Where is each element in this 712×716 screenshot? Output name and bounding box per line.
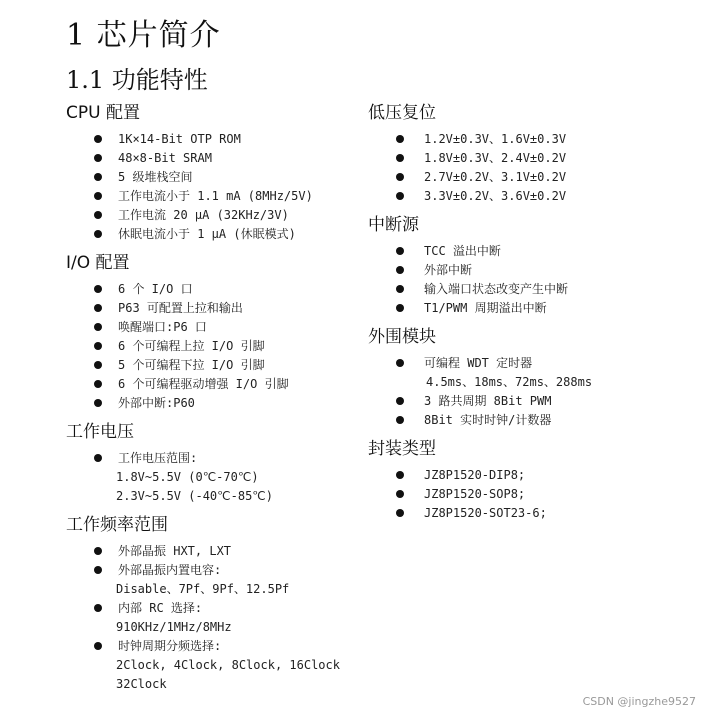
bullet-icon <box>396 285 404 293</box>
bullet-icon <box>94 454 102 462</box>
list-item: 48×8-Bit SRAM <box>66 149 356 168</box>
frequency-list <box>66 599 356 618</box>
list-item: 6 个可编程驱动增强 I/O 引脚 <box>66 375 356 394</box>
peripheral-modules-list <box>368 392 668 430</box>
peripheral-modules-list <box>368 354 668 373</box>
bullet-icon <box>94 361 102 369</box>
clock-divider-text: 32Clock <box>116 677 167 691</box>
list-item: TCC 溢出中断 <box>368 242 668 261</box>
list-item: 可编程 WDT 定时器 <box>368 354 668 373</box>
bullet-icon <box>94 135 102 143</box>
bullet-icon <box>396 135 404 143</box>
list-item: T1/PWM 周期溢出中断 <box>368 299 668 318</box>
footer-credit: CSDN @jingzhe9527 <box>582 695 696 708</box>
chapter-heading: 1 芯片简介 <box>66 18 221 53</box>
package-type-title: 封装类型 <box>368 439 436 459</box>
bullet-icon <box>396 509 404 517</box>
bullet-icon <box>94 547 102 555</box>
list-item: JZ8P1520-SOP8; <box>368 485 668 504</box>
interrupt-source-title: 中断源 <box>368 215 419 235</box>
list-item: 工作电压范围: <box>66 449 356 468</box>
frequency-title: 工作频率范围 <box>66 515 168 535</box>
low-voltage-reset-title: 低压复位 <box>368 103 436 123</box>
list-item: 5 个可编程下拉 I/O 引脚 <box>66 356 356 375</box>
bullet-icon <box>94 399 102 407</box>
list-item: 1.2V±0.3V、1.6V±0.3V <box>368 130 668 149</box>
bullet-icon <box>94 304 102 312</box>
bullet-icon <box>396 304 404 312</box>
list-item: 1.8V±0.3V、2.4V±0.2V <box>368 149 668 168</box>
wdt-options-text: 4.5ms、18ms、72ms、288ms <box>426 375 593 389</box>
list-item: 唤醒端口:P6 口 <box>66 318 356 337</box>
list-item: 6 个可编程上拉 I/O 引脚 <box>66 337 356 356</box>
list-item: 外部晶振 HXT, LXT <box>66 542 356 561</box>
cpu-config-list <box>66 130 356 244</box>
voltage-range-text: 2.3V~5.5V (-40℃-85℃) <box>116 489 273 503</box>
clock-divider-text: 2Clock, 4Clock, 8Clock, 16Clock <box>116 658 340 672</box>
list-item: 工作电流小于 1.1 mA (8MHz/5V) <box>66 187 356 206</box>
bullet-icon <box>396 359 404 367</box>
right-column <box>368 98 668 529</box>
list-item: JZ8P1520-DIP8; <box>368 466 668 485</box>
list-item: 内部 RC 选择: <box>66 599 356 618</box>
list-item: 工作电流 20 μA (32KHz/3V) <box>66 206 356 225</box>
list-item: 8Bit 实时时钟/计数器 <box>368 411 668 430</box>
package-type-list <box>368 466 668 523</box>
capacitor-options-text: Disable、7Pf、9Pf、12.5Pf <box>116 582 290 596</box>
list-item: 输入端口状态改变产生中断 <box>368 280 668 299</box>
voltage-title: 工作电压 <box>66 422 134 442</box>
list-item: 外部中断:P60 <box>66 394 356 413</box>
frequency-list <box>66 542 356 580</box>
list-item: 时钟周期分频选择: <box>66 637 356 656</box>
rc-options-text: 910KHz/1MHz/8MHz <box>116 620 232 634</box>
list-item: 1K×14-Bit OTP ROM <box>66 130 356 149</box>
bullet-icon <box>94 380 102 388</box>
cpu-config-title: CPU 配置 <box>66 103 140 123</box>
frequency-list <box>66 637 356 656</box>
bullet-icon <box>396 154 404 162</box>
list-item: 3 路共周期 8Bit PWM <box>368 392 668 411</box>
low-voltage-reset-list <box>368 130 668 206</box>
list-item: 外部晶振内置电容: <box>66 561 356 580</box>
io-config-list <box>66 280 356 413</box>
list-item: JZ8P1520-SOT23-6; <box>368 504 668 523</box>
list-item: 休眠电流小于 1 μA (休眠模式) <box>66 225 356 244</box>
list-item: 5 级堆栈空间 <box>66 168 356 187</box>
left-column <box>66 98 356 694</box>
list-item: 6 个 I/O 口 <box>66 280 356 299</box>
bullet-icon <box>396 490 404 498</box>
bullet-icon <box>396 471 404 479</box>
bullet-icon <box>94 211 102 219</box>
list-item: 外部中断 <box>368 261 668 280</box>
bullet-icon <box>94 323 102 331</box>
interrupt-source-list <box>368 242 668 318</box>
list-item: P63 可配置上拉和输出 <box>66 299 356 318</box>
section-heading: 1.1 功能特性 <box>66 66 208 94</box>
bullet-icon <box>94 285 102 293</box>
voltage-list <box>66 449 356 468</box>
voltage-range-text: 1.8V~5.5V (0℃-70℃) <box>116 470 259 484</box>
bullet-icon <box>396 192 404 200</box>
bullet-icon <box>94 604 102 612</box>
bullet-icon <box>396 247 404 255</box>
bullet-icon <box>396 397 404 405</box>
io-config-title: I/O 配置 <box>66 253 130 273</box>
bullet-icon <box>94 173 102 181</box>
peripheral-modules-title: 外围模块 <box>368 327 436 347</box>
bullet-icon <box>94 192 102 200</box>
bullet-icon <box>94 230 102 238</box>
bullet-icon <box>94 154 102 162</box>
list-item: 2.7V±0.2V、3.1V±0.2V <box>368 168 668 187</box>
bullet-icon <box>94 642 102 650</box>
list-item: 3.3V±0.2V、3.6V±0.2V <box>368 187 668 206</box>
bullet-icon <box>396 266 404 274</box>
bullet-icon <box>396 173 404 181</box>
bullet-icon <box>94 342 102 350</box>
bullet-icon <box>94 566 102 574</box>
bullet-icon <box>396 416 404 424</box>
